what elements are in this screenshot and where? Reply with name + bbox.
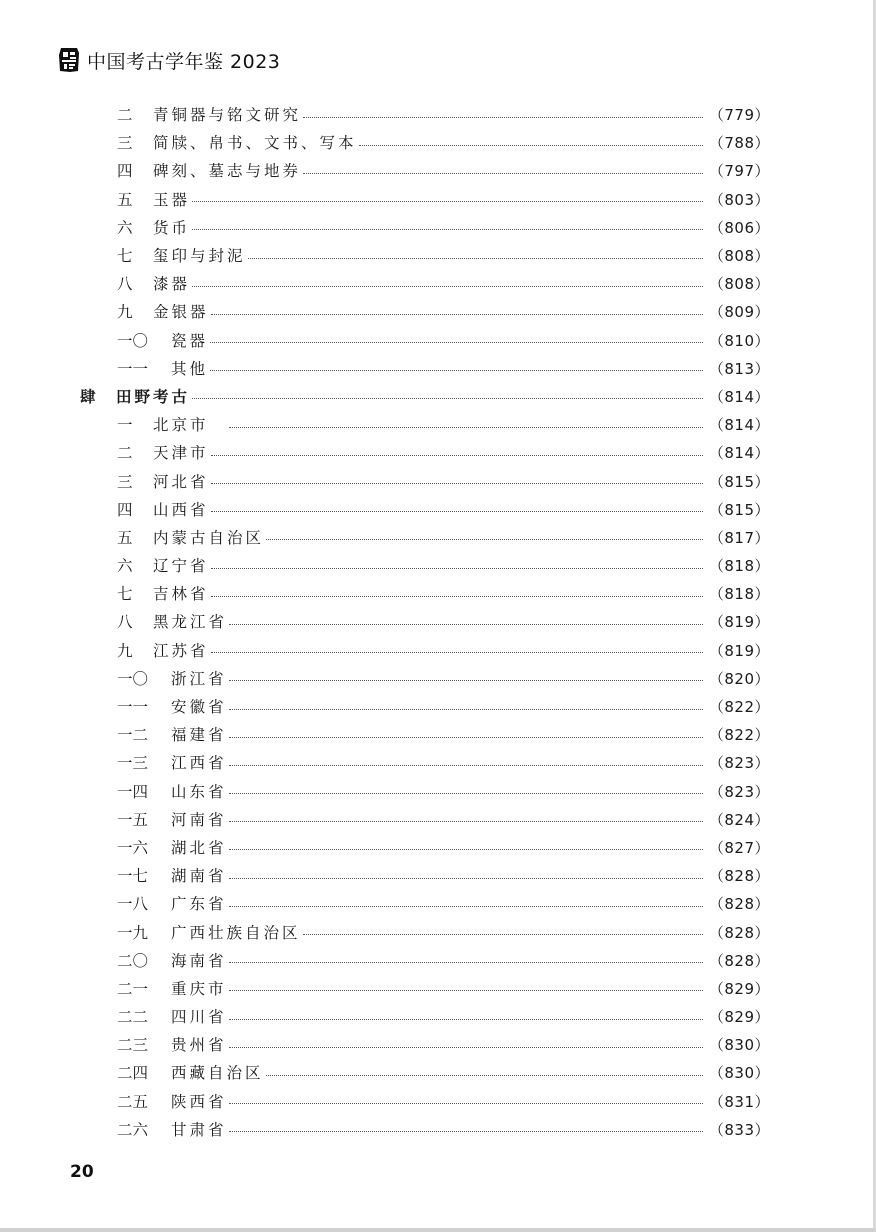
toc-entry-title: 碑刻、墓志与地券 xyxy=(153,162,302,181)
dot-leader xyxy=(211,483,703,484)
toc-entry-title: 黑龙江省 xyxy=(153,613,228,632)
dot-leader xyxy=(229,427,703,428)
toc-entry-title: 重庆市 xyxy=(171,979,227,998)
toc-entry-number: 一 xyxy=(117,416,133,435)
dot-leader xyxy=(266,539,703,540)
toc-entry xyxy=(80,496,770,524)
toc-entry-title: 甘肃省 xyxy=(171,1120,227,1139)
dot-leader xyxy=(192,286,703,287)
toc-entry xyxy=(80,637,770,665)
toc-entry-number: 三 xyxy=(117,472,133,491)
toc-entry-number: 一七 xyxy=(117,867,149,886)
toc-entry-title: 浙江省 xyxy=(171,669,227,688)
toc-entry-number: 二 xyxy=(117,106,133,125)
toc-entry-title: 江西省 xyxy=(171,754,227,773)
dot-leader xyxy=(229,849,703,850)
toc-entry xyxy=(80,327,770,355)
toc-entry-number: 一一 xyxy=(117,359,149,378)
dot-leader xyxy=(229,1047,703,1048)
toc-entry-number: 一〇 xyxy=(117,669,149,688)
toc-entry-page: （806） xyxy=(708,218,770,237)
toc-entry-page: （818） xyxy=(708,585,770,604)
toc-entry-title: 北京市 xyxy=(153,416,228,435)
toc-entry-number: 四 xyxy=(117,162,133,181)
toc-entry xyxy=(80,298,770,326)
dot-leader xyxy=(192,229,703,230)
dot-leader xyxy=(211,455,703,456)
toc-entry-page: （831） xyxy=(708,1092,770,1111)
toc-entry-number: 五 xyxy=(117,190,133,209)
toc-entry-page: （808） xyxy=(708,247,770,266)
yearbook-seal-icon xyxy=(58,47,80,73)
dot-leader xyxy=(192,201,703,202)
toc-entry-page: （803） xyxy=(708,190,770,209)
toc-entry xyxy=(80,862,770,890)
toc-entry-number: 四 xyxy=(117,500,133,519)
toc-entry-title: 货币 xyxy=(153,218,191,237)
toc-entry xyxy=(80,186,770,214)
toc-entry xyxy=(80,242,770,270)
toc-entry xyxy=(80,918,770,946)
toc-entry xyxy=(80,355,770,383)
toc-entry xyxy=(80,1059,770,1087)
toc-entry-number: 七 xyxy=(117,585,133,604)
toc-entry-page: （817） xyxy=(708,528,770,547)
toc-entry-page: （797） xyxy=(708,162,770,181)
toc-entry-number: 七 xyxy=(117,247,133,266)
dot-leader xyxy=(229,1103,703,1104)
toc-entry-number: 六 xyxy=(117,218,133,237)
dot-leader xyxy=(211,596,703,597)
toc-entry-title: 四川省 xyxy=(171,1008,227,1027)
toc-entry-title: 山东省 xyxy=(171,782,227,801)
toc-entry-number: 一八 xyxy=(117,895,149,914)
dot-leader xyxy=(211,652,703,653)
toc-entry-title: 西藏自治区 xyxy=(171,1064,264,1083)
toc-entry-number: 三 xyxy=(117,134,133,153)
toc-entry-page: （819） xyxy=(708,613,770,632)
toc-entry-title: 其他 xyxy=(171,359,209,378)
toc-entry xyxy=(80,665,770,693)
dot-leader xyxy=(211,568,703,569)
dot-leader xyxy=(359,145,703,146)
toc-entry xyxy=(80,608,770,636)
toc-entry-number: 一二 xyxy=(117,726,149,745)
toc-entry-title: 广西壮族自治区 xyxy=(171,923,301,942)
toc-entry-page: （808） xyxy=(708,275,770,294)
toc-entry-number: 八 xyxy=(117,275,133,294)
running-header xyxy=(58,46,280,74)
toc-entry xyxy=(80,1003,770,1031)
table-of-contents xyxy=(80,101,770,1144)
toc-entry-page: （818） xyxy=(708,557,770,576)
toc-entry xyxy=(80,890,770,918)
toc-entry-page: （824） xyxy=(708,810,770,829)
toc-entry-title: 江苏省 xyxy=(153,641,209,660)
toc-entry-title: 河南省 xyxy=(171,810,227,829)
toc-entry-page: （814） xyxy=(708,444,770,463)
toc-entry-title: 青铜器与铭文研究 xyxy=(153,106,302,125)
dot-leader xyxy=(229,990,703,991)
toc-entry-number: 一一 xyxy=(117,698,149,717)
dot-leader xyxy=(303,934,703,935)
toc-entry-page: （809） xyxy=(708,303,770,322)
toc-entry-number: 一四 xyxy=(117,782,149,801)
toc-entry-title: 河北省 xyxy=(153,472,209,491)
dot-leader xyxy=(303,173,703,174)
toc-entry-number: 肆 xyxy=(80,386,96,406)
dot-leader xyxy=(229,709,703,710)
toc-entry-title: 陕西省 xyxy=(171,1092,227,1111)
toc-entry xyxy=(80,524,770,552)
toc-entry xyxy=(80,129,770,157)
dot-leader xyxy=(266,1075,703,1076)
toc-entry-page: （828） xyxy=(708,895,770,914)
dot-leader xyxy=(210,370,703,371)
toc-entry-number: 一三 xyxy=(117,754,149,773)
dot-leader xyxy=(211,314,703,315)
toc-entry-number: 二三 xyxy=(117,1036,149,1055)
toc-entry-number: 一〇 xyxy=(117,331,149,350)
toc-entry-title: 湖北省 xyxy=(171,838,227,857)
toc-entry xyxy=(80,214,770,242)
toc-entry-page: （813） xyxy=(708,359,770,378)
toc-entry xyxy=(80,411,770,439)
toc-entry-title: 内蒙古自治区 xyxy=(153,528,265,547)
toc-entry xyxy=(80,157,770,185)
toc-entry-page: （823） xyxy=(708,782,770,801)
toc-entry-page: （829） xyxy=(708,979,770,998)
dot-leader xyxy=(229,878,703,879)
toc-entry-page: （822） xyxy=(708,698,770,717)
toc-entry-title: 辽宁省 xyxy=(153,557,209,576)
toc-entry xyxy=(80,552,770,580)
toc-entry-page: （815） xyxy=(708,500,770,519)
toc-entry-page: （823） xyxy=(708,754,770,773)
toc-entry-title: 玺印与封泥 xyxy=(153,247,246,266)
toc-entry-title: 漆器 xyxy=(153,275,191,294)
toc-entry-title: 湖南省 xyxy=(171,867,227,886)
toc-entry xyxy=(80,580,770,608)
toc-entry-title: 金银器 xyxy=(153,303,209,322)
dot-leader xyxy=(229,680,703,681)
toc-entry-number: 六 xyxy=(117,557,133,576)
toc-entry-page: （822） xyxy=(708,726,770,745)
toc-entry-number: 九 xyxy=(117,641,133,660)
toc-entry-page: （829） xyxy=(708,1008,770,1027)
toc-entry-page: （779） xyxy=(708,106,770,125)
dot-leader xyxy=(210,342,703,343)
page-number: 20 xyxy=(70,1162,94,1182)
toc-entry xyxy=(80,101,770,129)
dot-leader xyxy=(229,821,703,822)
toc-entry-title: 山西省 xyxy=(153,500,209,519)
toc-entry-number: 二二 xyxy=(117,1008,149,1027)
toc-section-heading xyxy=(80,383,770,411)
toc-entry xyxy=(80,947,770,975)
toc-entry-title: 广东省 xyxy=(171,895,227,914)
toc-entry-page: （830） xyxy=(708,1064,770,1083)
toc-entry xyxy=(80,778,770,806)
toc-entry-title: 玉器 xyxy=(153,190,191,209)
dot-leader xyxy=(229,962,703,963)
toc-entry-number: 一九 xyxy=(117,923,149,942)
toc-entry xyxy=(80,834,770,862)
dot-leader xyxy=(229,793,703,794)
toc-entry-number: 一五 xyxy=(117,810,149,829)
dot-leader xyxy=(248,258,703,259)
dot-leader xyxy=(229,765,703,766)
toc-entry xyxy=(80,1116,770,1144)
dot-leader xyxy=(211,511,703,512)
toc-entry-number: 二六 xyxy=(117,1120,149,1139)
toc-entry-title: 田野考古 xyxy=(116,386,191,406)
dot-leader xyxy=(229,737,703,738)
toc-entry-page: （827） xyxy=(708,838,770,857)
toc-entry xyxy=(80,975,770,1003)
toc-entry xyxy=(80,1088,770,1116)
dot-leader xyxy=(303,117,703,118)
toc-entry-page: （820） xyxy=(708,669,770,688)
toc-entry-title: 简牍、帛书、文书、写本 xyxy=(153,134,357,153)
toc-entry-page: （833） xyxy=(708,1120,770,1139)
toc-entry-number: 九 xyxy=(117,303,133,322)
dot-leader xyxy=(229,624,703,625)
dot-leader xyxy=(229,906,703,907)
toc-entry-page: （828） xyxy=(708,951,770,970)
toc-entry xyxy=(80,693,770,721)
toc-entry-number: 二〇 xyxy=(117,951,149,970)
toc-entry xyxy=(80,1031,770,1059)
toc-entry-number: 二五 xyxy=(117,1092,149,1111)
toc-entry-page: （819） xyxy=(708,641,770,660)
dot-leader xyxy=(229,1131,703,1132)
toc-entry-page: （830） xyxy=(708,1036,770,1055)
toc-entry-number: 八 xyxy=(117,613,133,632)
toc-entry-title: 海南省 xyxy=(171,951,227,970)
toc-entry-page: （828） xyxy=(708,867,770,886)
toc-entry xyxy=(80,749,770,777)
toc-entry xyxy=(80,806,770,834)
toc-entry xyxy=(80,467,770,495)
toc-entry-title: 天津市 xyxy=(153,444,209,463)
toc-entry-page: （828） xyxy=(708,923,770,942)
dot-leader xyxy=(192,398,703,399)
toc-entry-number: 二四 xyxy=(117,1064,149,1083)
toc-entry-title: 安徽省 xyxy=(171,698,227,717)
toc-entry-title: 贵州省 xyxy=(171,1036,227,1055)
toc-entry-title: 福建省 xyxy=(171,726,227,745)
toc-entry-number: 五 xyxy=(117,528,133,547)
toc-entry-number: 二 xyxy=(117,444,133,463)
toc-entry xyxy=(80,721,770,749)
toc-entry-page: （815） xyxy=(708,472,770,491)
toc-entry-page: （814） xyxy=(708,416,770,435)
book-title: 中国考古学年鉴 2023 xyxy=(87,50,281,73)
toc-entry-page: （810） xyxy=(708,331,770,350)
toc-entry-page: （788） xyxy=(708,134,770,153)
dot-leader xyxy=(229,1019,703,1020)
toc-entry-number: 二一 xyxy=(117,979,149,998)
toc-entry xyxy=(80,270,770,298)
toc-entry-number: 一六 xyxy=(117,838,149,857)
toc-entry xyxy=(80,439,770,467)
toc-entry-page: （814） xyxy=(708,387,770,406)
toc-entry-title: 吉林省 xyxy=(153,585,209,604)
toc-entry-title: 瓷器 xyxy=(171,331,209,350)
